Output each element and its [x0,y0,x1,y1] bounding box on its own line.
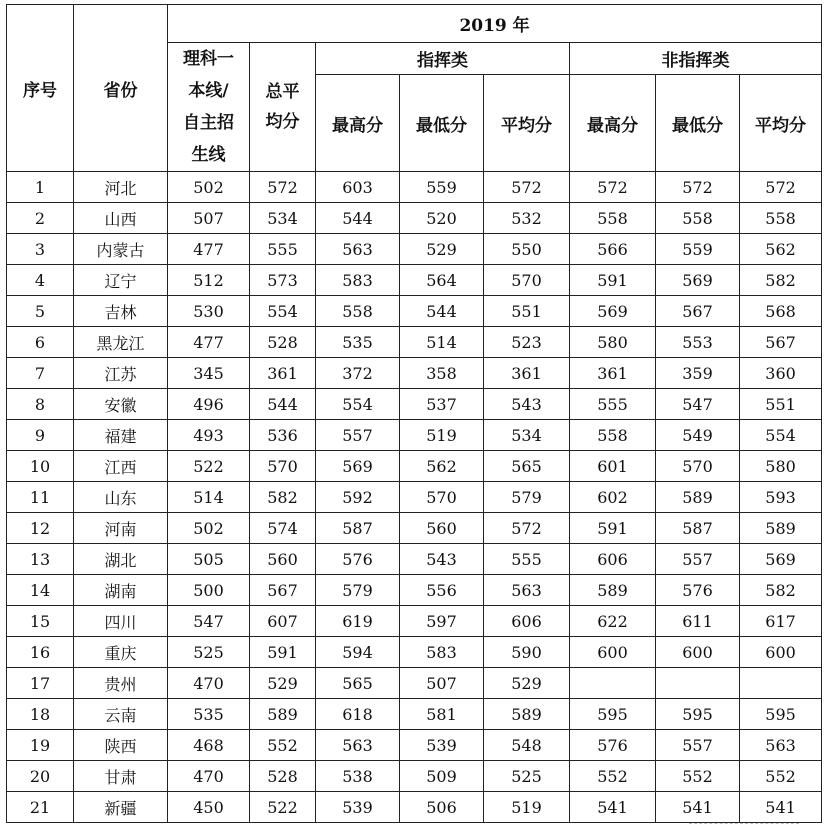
table-cell: 514 [168,482,250,513]
table-row [7,451,822,482]
table-cell: 580 [570,327,656,358]
table-cell: 574 [250,513,316,544]
table-cell: 541 [656,792,740,823]
table-cell: 358 [400,358,484,389]
table-cell: 558 [316,296,400,327]
table-cell: 567 [656,296,740,327]
table-cell: 557 [316,420,400,451]
table-cell: 496 [168,389,250,420]
table-cell: 甘肃 [74,761,168,792]
table-cell: 5 [7,296,74,327]
table-cell: 湖南 [74,575,168,606]
table-cell: 622 [570,606,656,637]
table-row [7,234,822,265]
table-cell: 江西 [74,451,168,482]
table-cell: 618 [316,699,400,730]
table-row [7,327,822,358]
table-cell: 514 [400,327,484,358]
table-cell: 600 [740,637,822,668]
table-cell: 544 [250,389,316,420]
table-cell: 云南 [74,699,168,730]
table-cell: 14 [7,575,74,606]
table-cell: 563 [316,730,400,761]
scan-artifact [689,823,799,830]
table-cell: 549 [656,420,740,451]
table-cell: 477 [168,234,250,265]
table-row [7,761,822,792]
table-cell: 606 [484,606,570,637]
table-cell: 562 [740,234,822,265]
table-cell: 522 [250,792,316,823]
table-cell: 572 [656,172,740,203]
table-row [7,606,822,637]
table-cell: 583 [316,265,400,296]
table-cell: 江苏 [74,358,168,389]
table-cell: 569 [570,296,656,327]
table-cell: 贵州 [74,668,168,699]
table-cell: 595 [740,699,822,730]
table-cell: 569 [316,451,400,482]
table-cell: 528 [250,761,316,792]
table-cell: 361 [484,358,570,389]
header-province: 省份 [74,5,168,172]
table-cell: 552 [570,761,656,792]
table-cell: 581 [400,699,484,730]
table-cell: 6 [7,327,74,358]
table-cell: 583 [400,637,484,668]
table-cell: 535 [316,327,400,358]
table-cell: 552 [656,761,740,792]
table-row [7,575,822,606]
table-cell: 555 [250,234,316,265]
table-cell: 10 [7,451,74,482]
table-cell: 567 [740,327,822,358]
table-cell: 595 [656,699,740,730]
table-cell: 556 [400,575,484,606]
table-cell: 四川 [74,606,168,637]
table-cell: 592 [316,482,400,513]
table-cell [656,668,740,699]
table-cell: 520 [400,203,484,234]
table-cell: 山西 [74,203,168,234]
table-cell: 河南 [74,513,168,544]
table-cell: 617 [740,606,822,637]
table-cell: 安徽 [74,389,168,420]
table-cell: 602 [570,482,656,513]
table-row [7,482,822,513]
table-cell: 550 [484,234,570,265]
table-cell: 573 [250,265,316,296]
table-cell: 572 [484,513,570,544]
table-row [7,420,822,451]
table-cell: 2 [7,203,74,234]
table-cell: 内蒙古 [74,234,168,265]
table-row [7,203,822,234]
table-row [7,544,822,575]
table-cell: 9 [7,420,74,451]
table-cell: 544 [316,203,400,234]
table-cell: 572 [484,172,570,203]
table-cell: 361 [250,358,316,389]
table-cell: 570 [656,451,740,482]
table-cell: 477 [168,327,250,358]
table-cell: 591 [570,513,656,544]
table-cell: 361 [570,358,656,389]
table-cell: 360 [740,358,822,389]
table-cell: 450 [168,792,250,823]
table-cell: 557 [656,730,740,761]
table-cell: 528 [250,327,316,358]
header-noncommand-min: 最低分 [656,75,740,172]
table-cell: 468 [168,730,250,761]
table-row [7,730,822,761]
table-cell: 15 [7,606,74,637]
table-cell: 552 [250,730,316,761]
table-cell: 535 [168,699,250,730]
table-row [7,637,822,668]
table-cell: 597 [400,606,484,637]
table-cell: 548 [484,730,570,761]
table-cell: 603 [316,172,400,203]
header-year: 2019 年 [168,5,822,43]
table-cell: 563 [316,234,400,265]
table-cell: 523 [484,327,570,358]
table-cell: 吉林 [74,296,168,327]
table-cell: 572 [250,172,316,203]
table-cell: 3 [7,234,74,265]
table-cell: 506 [400,792,484,823]
table-cell: 579 [316,575,400,606]
table-cell: 593 [740,482,822,513]
header-total-avg: 总平 均分 [250,43,316,172]
table-cell: 547 [168,606,250,637]
table-cell: 600 [656,637,740,668]
header-noncommand-max: 最高分 [570,75,656,172]
table-cell: 17 [7,668,74,699]
table-cell: 512 [168,265,250,296]
table-cell: 507 [400,668,484,699]
table-cell: 558 [656,203,740,234]
table-cell: 569 [740,544,822,575]
header-command-min: 最低分 [400,75,484,172]
table-cell: 576 [656,575,740,606]
table-cell: 547 [656,389,740,420]
table-cell: 湖北 [74,544,168,575]
table-cell: 534 [250,203,316,234]
table-cell: 570 [400,482,484,513]
table-cell: 重庆 [74,637,168,668]
table-cell: 502 [168,513,250,544]
table-cell: 13 [7,544,74,575]
table-cell: 551 [484,296,570,327]
table-cell: 587 [316,513,400,544]
table-row [7,513,822,544]
table-cell: 530 [168,296,250,327]
table-cell: 辽宁 [74,265,168,296]
table-cell: 600 [570,637,656,668]
table-cell: 525 [484,761,570,792]
table-cell: 555 [484,544,570,575]
table-cell: 541 [740,792,822,823]
table-cell: 589 [740,513,822,544]
table-cell: 538 [316,761,400,792]
table-cell: 544 [400,296,484,327]
table-cell: 552 [740,761,822,792]
table-header [7,5,822,172]
score-table [6,4,822,823]
table-cell: 554 [740,420,822,451]
table-cell: 551 [740,389,822,420]
table-cell: 560 [250,544,316,575]
table-cell: 536 [250,420,316,451]
table-cell: 529 [250,668,316,699]
table-cell: 591 [250,637,316,668]
table-cell: 539 [316,792,400,823]
table-cell: 18 [7,699,74,730]
table-body [7,172,822,823]
table-cell: 554 [316,389,400,420]
table-cell: 611 [656,606,740,637]
table-cell: 502 [168,172,250,203]
table-row [7,699,822,730]
table-cell: 470 [168,761,250,792]
table-cell: 555 [570,389,656,420]
table-cell: 509 [400,761,484,792]
table-cell: 539 [400,730,484,761]
table-cell: 537 [400,389,484,420]
table-cell: 572 [740,172,822,203]
table-cell: 595 [570,699,656,730]
table-cell: 500 [168,575,250,606]
table-cell: 534 [484,420,570,451]
table-cell: 554 [250,296,316,327]
table-cell: 532 [484,203,570,234]
header-seq: 序号 [7,5,74,172]
table-cell: 558 [740,203,822,234]
table-cell: 619 [316,606,400,637]
table-cell: 579 [484,482,570,513]
table-cell: 565 [484,451,570,482]
table-cell: 16 [7,637,74,668]
table-cell: 572 [570,172,656,203]
table-row [7,265,822,296]
table-cell: 580 [740,451,822,482]
table-cell: 568 [740,296,822,327]
table-cell [740,668,822,699]
table-row [7,172,822,203]
table-cell: 594 [316,637,400,668]
table-cell: 569 [656,265,740,296]
table-cell: 507 [168,203,250,234]
table-cell: 新疆 [74,792,168,823]
table-cell: 559 [656,234,740,265]
table-cell: 558 [570,420,656,451]
table-cell: 372 [316,358,400,389]
table-cell: 505 [168,544,250,575]
table-cell: 589 [570,575,656,606]
table-row [7,358,822,389]
table-cell: 1 [7,172,74,203]
table-cell: 590 [484,637,570,668]
table-cell: 河北 [74,172,168,203]
table-cell: 20 [7,761,74,792]
table-cell: 582 [740,575,822,606]
table-cell: 4 [7,265,74,296]
table-row [7,792,822,823]
table-cell: 8 [7,389,74,420]
table-cell: 359 [656,358,740,389]
table-cell: 591 [570,265,656,296]
table-cell: 582 [250,482,316,513]
header-noncommand-avg: 平均分 [740,75,822,172]
table-row [7,296,822,327]
table-cell: 601 [570,451,656,482]
table-cell: 589 [250,699,316,730]
table-cell: 607 [250,606,316,637]
table-cell: 陕西 [74,730,168,761]
table-cell: 12 [7,513,74,544]
table-cell: 529 [400,234,484,265]
table-cell: 576 [316,544,400,575]
header-command: 指挥类 [316,43,570,75]
table-cell: 589 [484,699,570,730]
table-cell: 560 [400,513,484,544]
table-cell: 541 [570,792,656,823]
table-cell: 570 [484,265,570,296]
table-cell: 525 [168,637,250,668]
table-cell: 470 [168,668,250,699]
table-cell: 557 [656,544,740,575]
table-cell: 562 [400,451,484,482]
table-row [7,668,822,699]
table-cell: 567 [250,575,316,606]
header-noncommand: 非指挥类 [570,43,822,75]
table-cell: 589 [656,482,740,513]
table-cell: 606 [570,544,656,575]
table-cell: 563 [484,575,570,606]
table-cell: 519 [484,792,570,823]
table-cell: 522 [168,451,250,482]
table-cell: 563 [740,730,822,761]
table-cell: 553 [656,327,740,358]
table-cell: 345 [168,358,250,389]
table-cell: 570 [250,451,316,482]
table-cell: 福建 [74,420,168,451]
table-cell: 559 [400,172,484,203]
table-cell: 493 [168,420,250,451]
table-cell: 7 [7,358,74,389]
table-cell: 21 [7,792,74,823]
table-cell: 565 [316,668,400,699]
table-cell [570,668,656,699]
header-command-avg: 平均分 [484,75,570,172]
table-cell: 566 [570,234,656,265]
table-cell: 543 [484,389,570,420]
table-cell: 543 [400,544,484,575]
table-row [7,389,822,420]
table-cell: 587 [656,513,740,544]
header-line: 理科一 本线/ 自主招 生线 [168,43,250,172]
table-cell: 582 [740,265,822,296]
table-cell: 529 [484,668,570,699]
table-cell: 黑龙江 [74,327,168,358]
table-cell: 19 [7,730,74,761]
table-cell: 519 [400,420,484,451]
table-cell: 576 [570,730,656,761]
table-cell: 山东 [74,482,168,513]
table-cell: 564 [400,265,484,296]
table-cell: 11 [7,482,74,513]
header-command-max: 最高分 [316,75,400,172]
table-cell: 558 [570,203,656,234]
